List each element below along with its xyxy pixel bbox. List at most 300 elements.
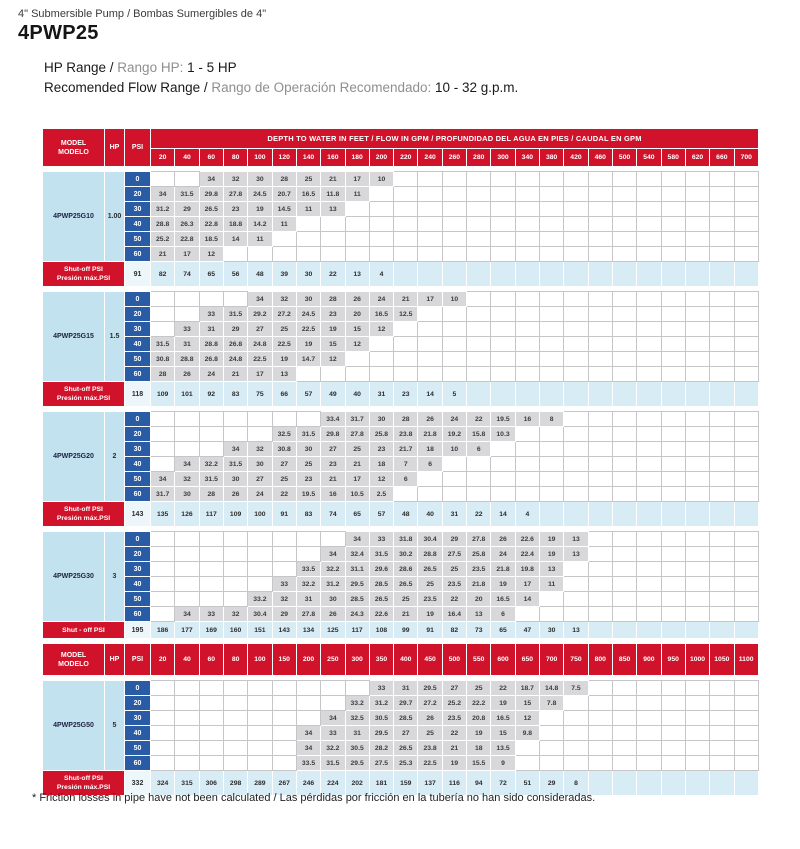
data-cell: [394, 352, 418, 367]
data-cell: [199, 532, 223, 547]
shutoff-cell: 92: [199, 382, 223, 407]
data-cell: [540, 232, 564, 247]
shutoff-cell: [442, 262, 466, 287]
data-cell: [734, 442, 758, 457]
data-cell: [467, 292, 491, 307]
data-cell: 8: [540, 412, 564, 427]
shutoff-value: 332: [125, 771, 151, 796]
shutoff-cell: 31: [369, 382, 393, 407]
data-cell: [248, 247, 272, 262]
data-cell: [734, 292, 758, 307]
data-cell: [564, 741, 588, 756]
data-cell: [175, 696, 199, 711]
column-header-cell: 180: [345, 149, 369, 167]
data-cell: [467, 202, 491, 217]
table-header-group-1: [42, 128, 759, 167]
data-cell: [637, 532, 661, 547]
data-cell: [151, 532, 175, 547]
data-cell: [540, 352, 564, 367]
data-cell: [491, 472, 515, 487]
data-cell: [661, 457, 685, 472]
data-cell: [734, 681, 758, 696]
data-cell: [491, 217, 515, 232]
data-cell: [540, 187, 564, 202]
data-cell: 27.8: [223, 187, 247, 202]
data-cell: 27.2: [272, 307, 296, 322]
data-cell: [467, 232, 491, 247]
data-cell: [734, 427, 758, 442]
data-cell: 26.5: [394, 577, 418, 592]
data-cell: [394, 202, 418, 217]
data-cell: 34: [296, 726, 320, 741]
data-cell: 25: [272, 322, 296, 337]
data-cell: [734, 247, 758, 262]
data-cell: [588, 472, 612, 487]
data-cell: [588, 292, 612, 307]
data-cell: 29.5: [345, 577, 369, 592]
data-cell: [710, 547, 734, 562]
data-cell: [588, 711, 612, 726]
data-cell: [685, 187, 709, 202]
data-cell: [418, 337, 442, 352]
column-header-cell: 1000: [685, 644, 709, 676]
model-cell: 4PWP25G30: [43, 532, 105, 622]
data-cell: 21: [394, 292, 418, 307]
data-cell: [223, 427, 247, 442]
shutoff-cell: 289: [248, 771, 272, 796]
data-cell: [467, 172, 491, 187]
data-cell: [272, 412, 296, 427]
data-cell: [637, 322, 661, 337]
data-cell: [223, 412, 247, 427]
shutoff-cell: 94: [467, 771, 491, 796]
data-cell: 34: [321, 711, 345, 726]
depth-banner-cell: DEPTH TO WATER IN FEET / FLOW IN GPM / PROFUNDIDAD DEL AGUA EN PIES / CAUDAL EN GPM: [151, 129, 759, 149]
psi-cell: 0: [125, 172, 151, 187]
data-cell: [637, 711, 661, 726]
data-cell: [685, 337, 709, 352]
psi-cell: 50: [125, 472, 151, 487]
data-cell: 31.1: [345, 562, 369, 577]
data-cell: 32.5: [272, 427, 296, 442]
data-cell: [612, 592, 636, 607]
shutoff-cell: [467, 262, 491, 287]
data-cell: [223, 532, 247, 547]
column-header-cell: 400: [394, 644, 418, 676]
data-cell: 31.5: [223, 307, 247, 322]
data-cell: [685, 711, 709, 726]
data-cell: [637, 427, 661, 442]
data-cell: [199, 681, 223, 696]
data-cell: 13: [467, 607, 491, 622]
data-cell: 25: [296, 172, 320, 187]
data-cell: 32.2: [321, 562, 345, 577]
shutoff-cell: 108: [369, 622, 393, 639]
data-cell: [515, 247, 539, 262]
data-cell: 22: [467, 412, 491, 427]
data-cell: [588, 202, 612, 217]
data-cell: [612, 292, 636, 307]
shutoff-cell: 74: [321, 502, 345, 527]
data-cell: [734, 472, 758, 487]
data-cell: [467, 352, 491, 367]
data-cell: [661, 202, 685, 217]
data-cell: 25: [272, 472, 296, 487]
data-cell: [175, 427, 199, 442]
data-cell: 16.5: [491, 592, 515, 607]
data-cell: [685, 696, 709, 711]
column-header-cell: 550: [467, 644, 491, 676]
data-cell: [515, 352, 539, 367]
data-cell: [540, 427, 564, 442]
data-cell: 15: [345, 322, 369, 337]
data-cell: 26: [418, 412, 442, 427]
data-cell: [612, 442, 636, 457]
data-cell: [199, 696, 223, 711]
data-cell: 21.8: [467, 577, 491, 592]
data-cell: [588, 307, 612, 322]
data-cell: [272, 696, 296, 711]
data-cell: [588, 427, 612, 442]
psi-cell: 40: [125, 457, 151, 472]
column-header-cell: 60: [199, 644, 223, 676]
data-cell: [564, 711, 588, 726]
data-cell: [661, 322, 685, 337]
data-cell: [564, 217, 588, 232]
data-cell: [710, 292, 734, 307]
data-cell: 19: [491, 577, 515, 592]
shutoff-cell: [515, 262, 539, 287]
data-cell: [685, 232, 709, 247]
data-cell: [661, 532, 685, 547]
data-cell: [175, 547, 199, 562]
data-cell: [248, 547, 272, 562]
data-cell: [175, 756, 199, 771]
shutoff-cell: [612, 382, 636, 407]
data-cell: [418, 472, 442, 487]
shutoff-cell: 298: [223, 771, 247, 796]
shutoff-cell: 100: [248, 502, 272, 527]
data-cell: 15: [491, 726, 515, 741]
column-header-cell: 750: [564, 644, 588, 676]
flow-range-line: [44, 78, 518, 98]
data-cell: 27: [321, 442, 345, 457]
data-cell: 32.2: [199, 457, 223, 472]
data-cell: [540, 607, 564, 622]
column-header-cell: 500: [442, 644, 466, 676]
shutoff-cell: 40: [418, 502, 442, 527]
data-cell: [685, 487, 709, 502]
column-header-cell: 20: [151, 149, 175, 167]
data-cell: 19: [418, 607, 442, 622]
data-cell: 32: [223, 172, 247, 187]
data-cell: [540, 367, 564, 382]
data-cell: [515, 202, 539, 217]
data-cell: [369, 202, 393, 217]
data-cell: [394, 172, 418, 187]
data-cell: [661, 247, 685, 262]
shutoff-value: 143: [125, 502, 151, 527]
data-cell: 29: [223, 322, 247, 337]
shutoff-cell: [588, 502, 612, 527]
data-cell: [685, 547, 709, 562]
data-cell: 24: [369, 292, 393, 307]
data-cell: [175, 592, 199, 607]
data-cell: [612, 607, 636, 622]
data-cell: [467, 367, 491, 382]
data-cell: 6: [418, 457, 442, 472]
data-cell: [442, 217, 466, 232]
data-cell: 26.5: [369, 592, 393, 607]
data-cell: 22: [442, 592, 466, 607]
data-cell: [296, 681, 320, 696]
column-header-cell: 300: [345, 644, 369, 676]
data-cell: [321, 217, 345, 232]
data-cell: 26: [491, 532, 515, 547]
psi-cell: 60: [125, 367, 151, 382]
shutoff-cell: 159: [394, 771, 418, 796]
data-cell: 34: [296, 741, 320, 756]
data-cell: 6: [394, 472, 418, 487]
data-cell: 26.5: [199, 202, 223, 217]
shutoff-cell: 116: [442, 771, 466, 796]
shutoff-cell: 82: [151, 262, 175, 287]
data-cell: [199, 756, 223, 771]
data-cell: [223, 592, 247, 607]
data-cell: 34: [345, 532, 369, 547]
data-cell: [151, 592, 175, 607]
data-cell: [442, 367, 466, 382]
data-cell: 19: [272, 352, 296, 367]
data-cell: [710, 696, 734, 711]
data-cell: [248, 577, 272, 592]
shutoff-cell: 73: [467, 622, 491, 639]
data-cell: [151, 412, 175, 427]
data-cell: 30.5: [369, 711, 393, 726]
column-header-cell: 60: [199, 149, 223, 167]
data-cell: [223, 696, 247, 711]
data-cell: 13.5: [491, 741, 515, 756]
data-cell: [442, 247, 466, 262]
data-cell: 32: [175, 472, 199, 487]
data-cell: 31.2: [151, 202, 175, 217]
psi-cell: 0: [125, 292, 151, 307]
shutoff-cell: 13: [345, 262, 369, 287]
data-cell: 24: [199, 367, 223, 382]
data-cell: [564, 412, 588, 427]
data-cell: 27.5: [442, 547, 466, 562]
data-cell: [175, 577, 199, 592]
data-cell: 22.5: [296, 322, 320, 337]
model-header-cell: MODEL MODELO: [43, 129, 105, 167]
data-cell: [418, 322, 442, 337]
data-cell: [661, 307, 685, 322]
data-cell: 28: [321, 292, 345, 307]
data-cell: 28: [394, 412, 418, 427]
data-cell: [661, 232, 685, 247]
hp-header-cell: HP: [105, 644, 125, 676]
data-cell: 20.7: [272, 187, 296, 202]
shutoff-cell: [637, 502, 661, 527]
shutoff-cell: [564, 382, 588, 407]
psi-cell: 40: [125, 726, 151, 741]
data-cell: 30: [321, 592, 345, 607]
data-cell: [685, 307, 709, 322]
data-cell: 19: [442, 756, 466, 771]
column-header-cell: 200: [369, 149, 393, 167]
data-cell: 25: [467, 681, 491, 696]
data-cell: [151, 696, 175, 711]
shutoff-cell: [734, 502, 758, 527]
psi-header-cell: PSI: [125, 644, 151, 676]
psi-cell: 60: [125, 607, 151, 622]
shutoff-cell: 22: [321, 262, 345, 287]
data-cell: 19: [467, 726, 491, 741]
data-cell: 10: [442, 442, 466, 457]
data-cell: [710, 726, 734, 741]
data-cell: 33: [175, 322, 199, 337]
data-cell: 34: [199, 172, 223, 187]
data-cell: [661, 412, 685, 427]
data-cell: [540, 292, 564, 307]
shutoff-cell: 143: [272, 622, 296, 639]
data-cell: [661, 607, 685, 622]
shutoff-cell: 8: [564, 771, 588, 796]
product-subtitle: 4" Submersible Pump / Bombas Sumergibles de 4": [18, 8, 267, 20]
psi-cell: 30: [125, 562, 151, 577]
data-cell: [685, 607, 709, 622]
data-cell: [369, 247, 393, 262]
shutoff-cell: [637, 262, 661, 287]
data-cell: [685, 457, 709, 472]
data-cell: [612, 337, 636, 352]
shutoff-cell: 125: [321, 622, 345, 639]
data-cell: [175, 681, 199, 696]
data-cell: [418, 247, 442, 262]
data-cell: [612, 187, 636, 202]
data-cell: [637, 367, 661, 382]
column-header-cell: 950: [661, 644, 685, 676]
shutoff-cell: 75: [248, 382, 272, 407]
table-header-group-2: [42, 643, 759, 676]
psi-cell: 0: [125, 412, 151, 427]
data-cell: 12: [369, 472, 393, 487]
shutoff-cell: 40: [345, 382, 369, 407]
data-cell: [710, 756, 734, 771]
data-cell: 27: [248, 322, 272, 337]
data-cell: 10.3: [491, 427, 515, 442]
flow-range-label-es: Rango de Operación Recomendado:: [211, 80, 435, 95]
data-cell: 11: [248, 232, 272, 247]
data-cell: [637, 217, 661, 232]
shutoff-cell: 65: [345, 502, 369, 527]
model-cell: 4PWP25G10: [43, 172, 105, 262]
shutoff-cell: [612, 502, 636, 527]
data-cell: [418, 187, 442, 202]
column-header-cell: 500: [612, 149, 636, 167]
data-cell: [394, 487, 418, 502]
psi-cell: 30: [125, 322, 151, 337]
data-cell: [394, 247, 418, 262]
table-section-4PWP25G50: [42, 680, 759, 796]
data-cell: 21: [321, 172, 345, 187]
data-cell: [637, 577, 661, 592]
data-cell: [637, 681, 661, 696]
data-cell: [467, 247, 491, 262]
data-cell: [661, 696, 685, 711]
data-cell: 22.6: [515, 532, 539, 547]
shutoff-cell: 47: [515, 622, 539, 639]
data-cell: [637, 756, 661, 771]
data-cell: 21: [442, 741, 466, 756]
data-cell: [442, 472, 466, 487]
shutoff-cell: [710, 771, 734, 796]
data-cell: 31.7: [151, 487, 175, 502]
psi-cell: 20: [125, 547, 151, 562]
data-cell: [199, 292, 223, 307]
data-cell: [491, 172, 515, 187]
data-cell: 12: [199, 247, 223, 262]
data-cell: [734, 217, 758, 232]
shutoff-cell: [661, 771, 685, 796]
data-cell: 30: [223, 472, 247, 487]
data-cell: [588, 232, 612, 247]
data-cell: [710, 442, 734, 457]
data-cell: [199, 412, 223, 427]
data-cell: 31.5: [151, 337, 175, 352]
shutoff-cell: [637, 771, 661, 796]
data-cell: 26.5: [394, 741, 418, 756]
data-cell: [296, 696, 320, 711]
data-cell: [515, 217, 539, 232]
data-cell: [612, 532, 636, 547]
data-cell: 24: [442, 412, 466, 427]
data-cell: [637, 696, 661, 711]
data-cell: [612, 696, 636, 711]
shutoff-cell: 82: [442, 622, 466, 639]
data-cell: 28.8: [418, 547, 442, 562]
data-cell: 23: [223, 202, 247, 217]
data-cell: [734, 187, 758, 202]
data-cell: [661, 547, 685, 562]
page-title: 4PWP25: [18, 22, 99, 44]
data-cell: [442, 172, 466, 187]
data-cell: 9.8: [515, 726, 539, 741]
shutoff-cell: 83: [296, 502, 320, 527]
data-cell: 21.8: [491, 562, 515, 577]
data-cell: [637, 457, 661, 472]
data-cell: [248, 427, 272, 442]
column-header-cell: 900: [637, 644, 661, 676]
data-cell: [710, 202, 734, 217]
column-header-cell: 150: [272, 644, 296, 676]
data-cell: 12: [515, 711, 539, 726]
data-cell: 14: [515, 592, 539, 607]
data-cell: 25: [345, 442, 369, 457]
psi-cell: 30: [125, 711, 151, 726]
data-cell: 26: [418, 711, 442, 726]
data-cell: 29: [442, 532, 466, 547]
data-cell: [588, 756, 612, 771]
column-header-cell: 120: [272, 149, 296, 167]
data-cell: [734, 741, 758, 756]
data-cell: 12: [321, 352, 345, 367]
shutoff-cell: 49: [321, 382, 345, 407]
shutoff-cell: 57: [369, 502, 393, 527]
data-cell: 31.2: [369, 696, 393, 711]
data-cell: 33.2: [248, 592, 272, 607]
data-cell: [637, 172, 661, 187]
